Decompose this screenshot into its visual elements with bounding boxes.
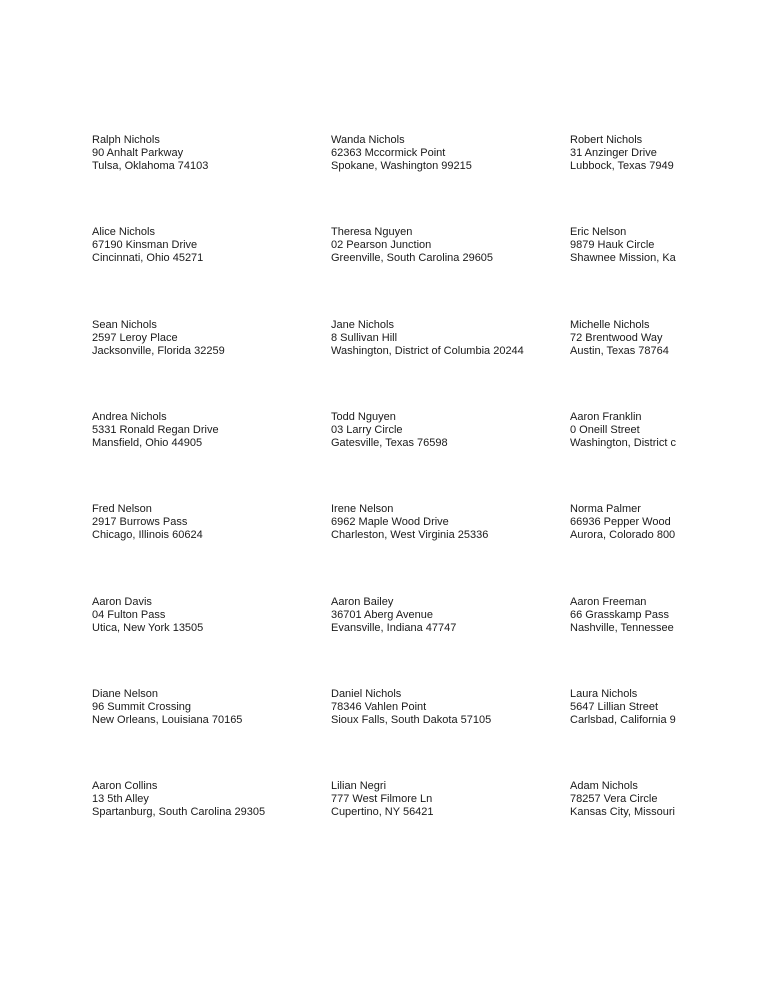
street-address: 5331 Ronald Regan Drive [92,424,219,436]
city-state-zip: Cincinnati, Ohio 45271 [92,252,204,264]
recipient-name: Sean Nichols [92,319,157,331]
city-state-zip: Carlsbad, California 9 [570,714,676,726]
address-label [570,780,678,819]
city-state-zip: Spokane, Washington 99215 [331,160,472,172]
city-state-zip: Chicago, Illinois 60624 [92,529,203,541]
city-state-zip: Evansville, Indiana 47747 [331,622,457,634]
recipient-name: Diane Nelson [92,688,159,700]
recipient-name: Aaron Freeman [570,596,647,608]
recipient-name: Adam Nichols [570,780,638,792]
city-state-zip: Cupertino, NY 56421 [331,806,434,818]
recipient-name: Theresa Nguyen [331,226,413,238]
city-state-zip: Sioux Falls, South Dakota 57105 [331,714,492,726]
street-address: 6962 Maple Wood Drive [331,516,449,528]
recipient-name: Alice Nichols [92,226,155,238]
address-label [331,503,561,542]
address-label [92,503,322,542]
city-state-zip: Kansas City, Missouri [570,806,675,818]
address-label [92,688,322,727]
address-label [92,134,322,173]
address-label [331,319,561,358]
street-address: 72 Brentwood Way [570,332,663,344]
recipient-name: Norma Palmer [570,503,641,515]
recipient-name: Lilian Negri [331,780,387,792]
city-state-zip: Spartanburg, South Carolina 29305 [92,806,266,818]
address-label [92,226,322,265]
city-state-zip: Tulsa, Oklahoma 74103 [92,160,209,172]
address-label [570,596,678,635]
recipient-name: Michelle Nichols [570,319,650,331]
street-address: 31 Anzinger Drive [570,147,657,159]
street-address: 62363 Mccormick Point [331,147,446,159]
city-state-zip: Jacksonville, Florida 32259 [92,345,225,357]
street-address: 36701 Aberg Avenue [331,609,433,621]
city-state-zip: Charleston, West Virginia 25336 [331,529,489,541]
address-label [331,226,561,265]
address-label [331,411,561,450]
street-address: 66936 Pepper Wood [570,516,671,528]
address-label [570,411,678,450]
street-address: 5647 Lillian Street [570,701,659,713]
address-label [92,780,322,819]
address-label [331,688,561,727]
street-address: 90 Anhalt Parkway [92,147,184,159]
recipient-name: Fred Nelson [92,503,152,515]
street-address: 78257 Vera Circle [570,793,658,805]
city-state-zip: Washington, District c [570,437,676,449]
address-label [92,319,322,358]
street-address: 66 Grasskamp Pass [570,609,670,621]
street-address: 78346 Vahlen Point [331,701,427,713]
recipient-name: Jane Nichols [331,319,394,331]
street-address: 8 Sullivan Hill [331,332,398,344]
street-address: 2597 Leroy Place [92,332,178,344]
city-state-zip: Mansfield, Ohio 44905 [92,437,203,449]
city-state-zip: Greenville, South Carolina 29605 [331,252,494,264]
address-label [570,134,678,173]
recipient-name: Laura Nichols [570,688,638,700]
recipient-name: Daniel Nichols [331,688,402,700]
city-state-zip: Utica, New York 13505 [92,622,204,634]
address-label [570,688,678,727]
address-label [331,596,561,635]
recipient-name: Robert Nichols [570,134,643,146]
address-label [331,780,561,819]
city-state-zip: Nashville, Tennessee [570,622,674,634]
city-state-zip: Aurora, Colorado 800 [570,529,676,541]
street-address: 03 Larry Circle [331,424,403,436]
street-address: 9879 Hauk Circle [570,239,655,251]
street-address: 02 Pearson Junction [331,239,432,251]
address-label [570,319,678,358]
city-state-zip: New Orleans, Louisiana 70165 [92,714,243,726]
recipient-name: Andrea Nichols [92,411,167,423]
street-address: 2917 Burrows Pass [92,516,188,528]
recipient-name: Aaron Bailey [331,596,394,608]
recipient-name: Todd Nguyen [331,411,396,423]
address-label [570,503,678,542]
city-state-zip: Lubbock, Texas 7949 [570,160,674,172]
recipient-name: Irene Nelson [331,503,394,515]
city-state-zip: Washington, District of Columbia 20244 [331,345,524,357]
street-address: 777 West Filmore Ln [331,793,433,805]
address-label [331,134,561,173]
recipient-name: Ralph Nichols [92,134,160,146]
recipient-name: Aaron Davis [92,596,152,608]
street-address: 13 5th Alley [92,793,149,805]
city-state-zip: Gatesville, Texas 76598 [331,437,448,449]
recipient-name: Wanda Nichols [331,134,405,146]
address-label [92,411,322,450]
city-state-zip: Shawnee Mission, Ka [570,252,676,264]
street-address: 04 Fulton Pass [92,609,166,621]
recipient-name: Aaron Collins [92,780,158,792]
street-address: 96 Summit Crossing [92,701,192,713]
address-label [92,596,322,635]
recipient-name: Aaron Franklin [570,411,642,423]
recipient-name: Eric Nelson [570,226,627,238]
address-label [570,226,678,265]
street-address: 67190 Kinsman Drive [92,239,198,251]
street-address: 0 Oneill Street [570,424,640,436]
city-state-zip: Austin, Texas 78764 [570,345,669,357]
